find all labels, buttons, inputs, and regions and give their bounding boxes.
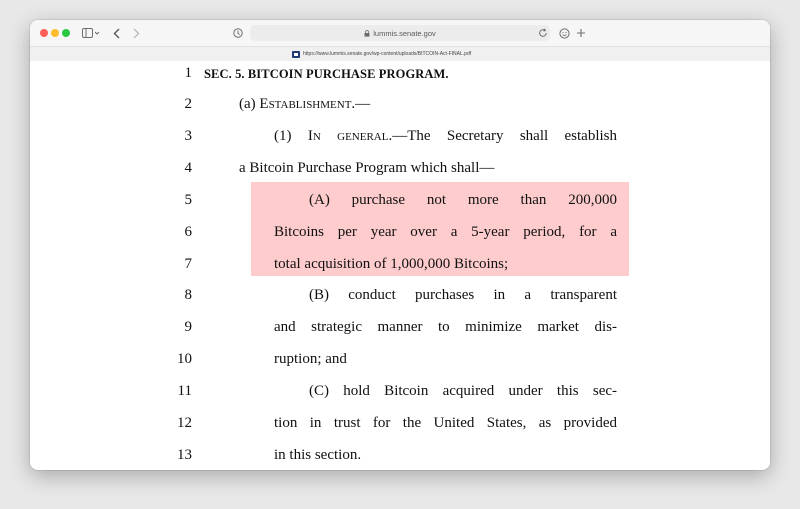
paragraph-text: tion in trust for the United States, as provided: [274, 415, 617, 431]
browser-window: [30, 20, 770, 470]
new-tab-button[interactable]: [575, 25, 587, 41]
line-number: 11: [177, 383, 192, 399]
line-number: 4: [184, 160, 192, 176]
doc-line-10: [30, 347, 770, 379]
minimize-window-button[interactable]: [51, 29, 59, 37]
lock-icon: [364, 30, 370, 37]
doc-line-11: [30, 379, 770, 411]
doc-line-5: [30, 188, 770, 220]
privacy-shield-icon: [233, 28, 243, 38]
zoom-window-button[interactable]: [62, 29, 70, 37]
paragraph-text: total acquisition of 1,000,000 Bitcoins;: [274, 256, 509, 272]
doc-line-2: [30, 92, 770, 124]
smiley-icon: [559, 28, 570, 39]
doc-line-6: [30, 220, 770, 252]
sidebar-icon: [82, 28, 100, 38]
reload-icon: [538, 28, 548, 38]
line-number: 6: [184, 224, 192, 240]
paragraph-text: Bitcoins per year over a 5-year period, for a: [274, 224, 617, 240]
reload-button[interactable]: [537, 25, 549, 41]
paragraph-text: (C) hold Bitcoin acquired under this sec-: [309, 383, 617, 399]
paragraph-text: (A) purchase not more than 200,000: [309, 192, 617, 208]
chevron-left-icon: [113, 28, 120, 39]
tab-pdf[interactable]: [292, 49, 471, 59]
tab-bar: [30, 46, 770, 62]
paragraph-text: (B) conduct purchases in a transparent: [309, 287, 617, 303]
paragraph-text: ruption; and: [274, 351, 347, 367]
close-window-button[interactable]: [40, 29, 48, 37]
doc-line-13: [30, 443, 770, 470]
line-number: 1: [184, 65, 192, 81]
doc-line-7: [30, 252, 770, 284]
senate-favicon-icon: [292, 51, 300, 58]
subsection-heading: (a) Establishment.—: [239, 96, 371, 112]
doc-line-8: [30, 283, 770, 315]
extension-button[interactable]: [558, 25, 570, 41]
doc-line-4: [30, 156, 770, 188]
plus-icon: [576, 28, 586, 38]
back-button[interactable]: [110, 25, 122, 41]
line-number: 5: [184, 192, 192, 208]
paragraph-text: a Bitcoin Purchase Program which shall—: [239, 160, 495, 176]
line-number: 13: [177, 447, 192, 463]
forward-button[interactable]: [130, 25, 142, 41]
doc-line-9: [30, 315, 770, 347]
line-number: 12: [177, 415, 192, 431]
doc-line-12: [30, 411, 770, 443]
line-number: 3: [184, 128, 192, 144]
line-number: 2: [184, 96, 192, 112]
line-number: 8: [184, 287, 192, 303]
pdf-document: [30, 61, 770, 470]
doc-line-1: [30, 61, 770, 93]
doc-line-3: [30, 124, 770, 156]
line-number: 9: [184, 319, 192, 335]
sidebar-toggle-button[interactable]: [80, 25, 102, 41]
tab-url-label: https://www.lummis.senate.gov/wp-content/uploads/BITCOIN-Act-FINAL.pdf: [303, 51, 472, 57]
chevron-right-icon: [133, 28, 140, 39]
line-number: 7: [184, 256, 192, 272]
paragraph-text: and strategic manner to minimize market dis-: [274, 319, 617, 335]
paragraph-text: (1) In general.—The Secretary shall establish: [274, 128, 617, 144]
paragraph-text: in this section.: [274, 447, 362, 463]
address-text: lummis.senate.gov: [373, 28, 436, 38]
section-heading: SEC. 5. BITCOIN PURCHASE PROGRAM.: [204, 67, 449, 81]
line-number: 10: [177, 351, 192, 367]
privacy-report-button[interactable]: [232, 25, 244, 41]
browser-toolbar: [30, 20, 770, 46]
address-bar[interactable]: [250, 25, 550, 41]
